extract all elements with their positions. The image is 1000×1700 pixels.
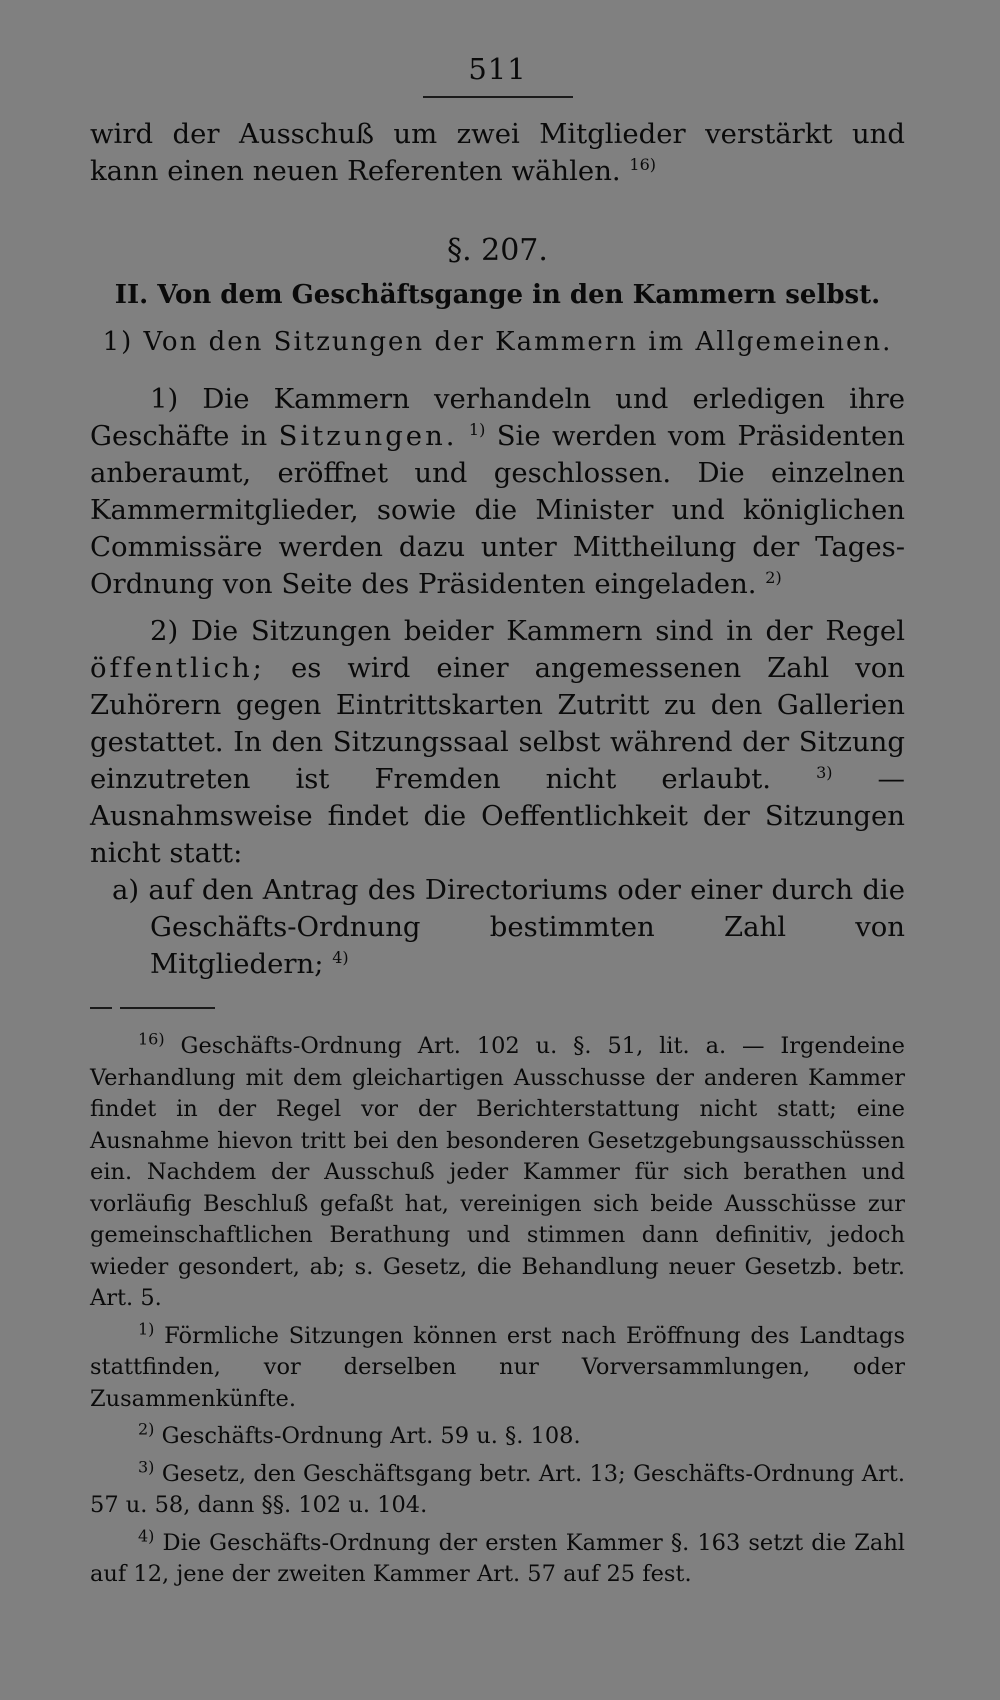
paragraph-1-middle: Sie werden vom Präsidenten anberaumt, eröffnet und geschlossen. Die einzelnen Kammermitglieder, sowie die Minister und königlichen Commissäre werden dazu unter Mittheilung der Tages-Ordnung von Seite des Präsidenten eingeladen. [90,420,906,600]
section-subtitle: 1) Von den Sitzungen der Kammern im Allgemeinen. [102,327,893,357]
footnote-ref-4[interactable]: 4) [332,947,349,967]
footnote-text: Die Geschäfts-Ordnung der ersten Kammer §. 163 setzt die Zahl auf 12, jene der zweiten Kammer Art. 57 auf 25 fest. [90,1529,906,1587]
footnote-4 [90,1528,905,1591]
footnote-1 [90,1321,905,1416]
footnote-16 [90,1031,905,1315]
footnote-3 [90,1459,905,1522]
continuation-text: wird der Ausschuß um zwei Mitglieder verstärkt und kann einen neuen Referenten wählen. [90,118,905,187]
footnote-ref-1[interactable]: 1) [468,419,486,439]
paragraph-2-middle: es wird einer angemessenen Zahl von Zuhörern gegen Eintrittskarten Zutritt zu den Gallerien gestattet. In den Sitzungssaal selbst während der Sitzung einzutreten ist Fremden nicht erlaubt. [90,652,905,795]
paragraph-1-spaced: Sitzungen. [278,420,458,452]
paragraph-gap [90,603,905,613]
paragraph-1 [90,381,905,603]
paragraph-2-spaced: öffentlich; [90,652,265,684]
footnote-mark: 16) [138,1029,165,1049]
footnote-ref-16[interactable]: 16) [629,154,657,174]
footnote-text: Förmliche Sitzungen können erst nach Eröffnung des Landtags stattfinden, vor derselben nur Vorversammlungen, oder Zusammenkünfte. [90,1322,906,1412]
footnotes [90,1031,905,1591]
footnote-text: Geschäfts-Ordnung Art. 59 u. §. 108. [161,1423,581,1449]
footnote-text: Geschäfts-Ordnung Art. 102 u. §. 51, lit. a. — Irgendeine Verhandlung mit dem gleichartigen Ausschusse der anderen Kammer findet in der Regel vor der Berichterstattung nicht statt; eine Ausnahme hievon tritt bei den besonderen Gesetzgebungsausschüssen ein. Nachdem der Ausschuß jeder Kammer für sich berathen und vorläufig Beschluß gefaßt hat, vereinigen sich beide Ausschüsse zur gemeinschaftlichen Berathung und stimmen dann definitiv, jedoch wieder gesondert, ab; s. Gesetz, die Behandlung neuer Gesetzb. betr. Art. 5. [90,1033,905,1311]
footnote-2 [90,1421,905,1453]
footnote-ref-3[interactable]: 3) [816,762,833,782]
footnote-rule-line [120,1007,215,1009]
footnote-text: Gesetz, den Geschäftsgang betr. Art. 13; Geschäfts-Ordnung Art. 57 u. 58, dann §§. 102 u. 104. [90,1460,906,1518]
section-title: II. Von dem Geschäftsgange in den Kammern selbst. [114,280,881,310]
paragraph-1-start: 1) Die Kammern verhandeln und erledigen ihre Geschäfte in [90,383,905,452]
footnote-mark: 3) [138,1457,155,1476]
book-page [90,52,905,1597]
footnote-mark: 1) [138,1319,155,1338]
paragraph-2 [90,613,905,872]
header-rule [423,96,573,98]
page-number: 511 [468,52,527,86]
main-text [90,116,905,983]
footnote-rule [90,1007,905,1009]
list-item-a-text: a) auf den Antrag des Directoriums oder einer durch die Geschäfts-Ordnung bestimmten Zahl von Mitgliedern; [112,874,905,980]
section-number: §. 207. [447,233,548,268]
list-item-a [90,872,905,983]
continuation-paragraph [90,116,905,190]
footnote-mark: 4) [138,1526,155,1545]
paragraph-2-end: — Ausnahmsweise findet die Oeffentlichkeit der Sitzungen nicht statt: [90,763,905,869]
footnote-ref-2[interactable]: 2) [765,567,782,587]
footnote-rule-dash [90,1007,112,1009]
paragraph-2-start: 2) Die Sitzungen beider Kammern sind in der Regel [150,615,905,647]
footnote-mark: 2) [138,1419,155,1439]
